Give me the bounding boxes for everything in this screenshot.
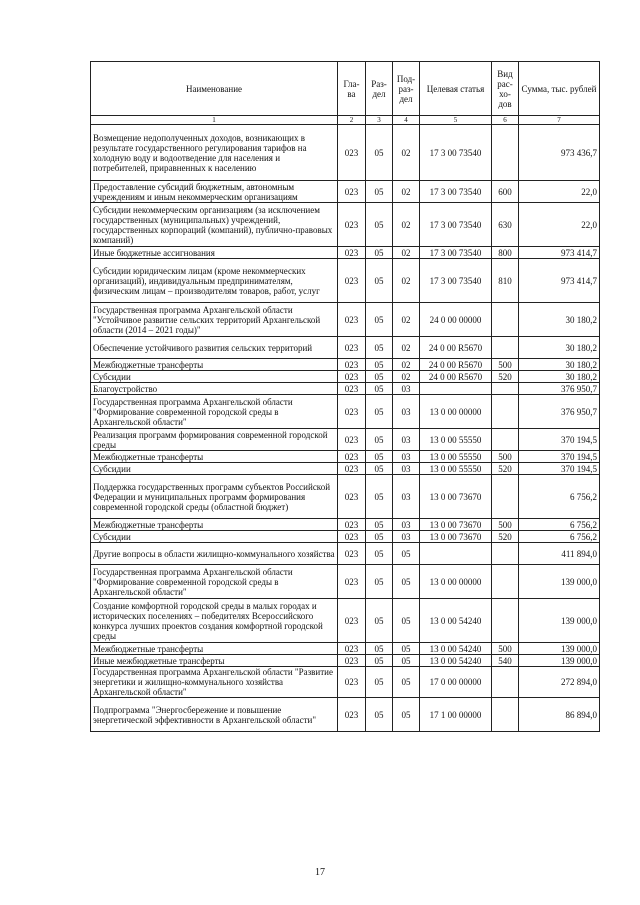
table-cell-glava: 023 [338,247,366,259]
table-cell-name: Государственная программа Архангельской области "Развитие энергетики и жилищно-коммунального хозяйства Архангельской области" [91,667,338,698]
table-cell-razdel: 05 [366,698,393,732]
table-cell-glava: 023 [338,125,366,181]
table-cell-statya: 13 0 00 00000 [420,395,492,429]
table-cell-vid: 520 [492,371,519,383]
table-cell-name: Иные бюджетные ассигнования [91,247,338,259]
column-number: 1 [91,116,338,125]
table-cell-name: Иные межбюджетные трансферты [91,655,338,667]
table-cell-statya [420,383,492,395]
table-cell-vid: 800 [492,247,519,259]
table-cell-summa: 30 180,2 [519,303,600,337]
table-cell-statya: 17 3 00 73540 [420,247,492,259]
table-cell-summa: 370 194,5 [519,429,600,451]
table-cell-podrazdel: 05 [393,543,420,565]
table-cell-vid: 500 [492,519,519,531]
table-cell-summa: 376 950,7 [519,383,600,395]
table-cell-summa: 370 194,5 [519,463,600,475]
table-row [91,181,600,203]
table-cell-statya: 17 1 00 00000 [420,698,492,732]
header-statya: Целевая статья [420,62,492,116]
budget-table [90,61,600,732]
table-cell-vid: 810 [492,259,519,303]
table-cell-podrazdel: 02 [393,359,420,371]
table-row [91,395,600,429]
table-cell-vid [492,475,519,519]
header-podrazdel: Под-раз-дел [393,62,420,116]
table-cell-name: Межбюджетные трансферты [91,451,338,463]
table-cell-vid: 630 [492,203,519,247]
table-cell-summa: 6 756,2 [519,519,600,531]
table-cell-summa: 30 180,2 [519,359,600,371]
table-cell-summa: 6 756,2 [519,531,600,543]
table-cell-glava: 023 [338,303,366,337]
table-cell-podrazdel: 02 [393,247,420,259]
table-cell-summa: 30 180,2 [519,337,600,359]
table-cell-vid: 540 [492,655,519,667]
table-cell-glava: 023 [338,359,366,371]
table-row [91,475,600,519]
table-cell-podrazdel: 05 [393,599,420,643]
table-cell-name: Межбюджетные трансферты [91,519,338,531]
table-cell-summa: 22,0 [519,181,600,203]
column-number: 7 [519,116,600,125]
table-cell-statya: 24 0 00 00000 [420,303,492,337]
table-cell-podrazdel: 02 [393,181,420,203]
table-cell-summa: 973 414,7 [519,259,600,303]
table-cell-statya: 13 0 00 55550 [420,429,492,451]
table-cell-name: Субсидии юридическим лицам (кроме некоммерческих организаций), индивидуальным предпринимателям, физическим лицам – производителям товаров, работ, услуг [91,259,338,303]
table-cell-vid: 500 [492,359,519,371]
table-row [91,203,600,247]
table-row [91,383,600,395]
table-cell-vid [492,429,519,451]
table-cell-glava: 023 [338,203,366,247]
table-cell-razdel: 05 [366,181,393,203]
table-cell-glava: 023 [338,451,366,463]
table-cell-name: Благоустройство [91,383,338,395]
table-cell-podrazdel: 02 [393,259,420,303]
table-row [91,543,600,565]
table-cell-podrazdel: 03 [393,463,420,475]
header-row [91,62,600,116]
table-cell-name: Реализация программ формирования современной городской среды [91,429,338,451]
table-row [91,463,600,475]
table-cell-razdel: 05 [366,565,393,599]
table-cell-summa: 411 894,0 [519,543,600,565]
table-cell-vid [492,337,519,359]
table-cell-razdel: 05 [366,337,393,359]
table-cell-name: Государственная программа Архангельской области "Формирование современной городской среды в Архангельской области" [91,395,338,429]
table-cell-summa: 6 756,2 [519,475,600,519]
table-row [91,451,600,463]
table-cell-razdel: 05 [366,655,393,667]
table-cell-podrazdel: 05 [393,643,420,655]
table-cell-glava: 023 [338,519,366,531]
table-cell-name: Межбюджетные трансферты [91,359,338,371]
column-number: 2 [338,116,366,125]
table-cell-summa: 370 194,5 [519,451,600,463]
table-cell-statya: 24 0 00 R5670 [420,371,492,383]
table-row [91,655,600,667]
table-cell-glava: 023 [338,565,366,599]
table-cell-summa: 973 414,7 [519,247,600,259]
table-cell-summa: 973 436,7 [519,125,600,181]
table-cell-summa: 139 000,0 [519,599,600,643]
table-cell-razdel: 05 [366,383,393,395]
column-number: 3 [366,116,393,125]
table-cell-statya: 17 3 00 73540 [420,181,492,203]
table-cell-podrazdel: 05 [393,655,420,667]
table-cell-podrazdel: 02 [393,337,420,359]
table-cell-podrazdel: 03 [393,531,420,543]
table-row [91,667,600,698]
table-cell-glava: 023 [338,698,366,732]
table-cell-podrazdel: 02 [393,303,420,337]
table-cell-podrazdel: 03 [393,451,420,463]
table-cell-glava: 023 [338,337,366,359]
table-cell-vid: 520 [492,531,519,543]
page-number: 17 [315,867,325,878]
table-cell-razdel: 05 [366,451,393,463]
table-row [91,519,600,531]
table-cell-statya: 13 0 00 73670 [420,519,492,531]
header-summa: Сумма, тыс. рублей [519,62,600,116]
table-cell-name: Создание комфортной городской среды в малых городах и исторических поселениях – победителях Всероссийского конкурса лучших проектов создания комфортной городской среды [91,599,338,643]
table-cell-razdel: 05 [366,259,393,303]
table-cell-name: Другие вопросы в области жилищно-коммунального хозяйства [91,543,338,565]
table-row [91,371,600,383]
table-cell-razdel: 05 [366,531,393,543]
table-cell-summa: 22,0 [519,203,600,247]
table-row [91,303,600,337]
table-cell-glava: 023 [338,599,366,643]
table-cell-glava: 023 [338,655,366,667]
table-cell-vid [492,383,519,395]
table-cell-razdel: 05 [366,429,393,451]
table-cell-podrazdel: 05 [393,565,420,599]
table-cell-vid [492,698,519,732]
table-cell-statya: 17 3 00 73540 [420,125,492,181]
table-cell-glava: 023 [338,667,366,698]
table-cell-statya: 13 0 00 73670 [420,531,492,543]
table-cell-razdel: 05 [366,203,393,247]
table-body [91,125,600,732]
table-cell-glava: 023 [338,531,366,543]
table-row [91,359,600,371]
table-cell-statya: 24 0 00 R5670 [420,359,492,371]
table-cell-glava: 023 [338,543,366,565]
table-row [91,125,600,181]
table-cell-summa: 139 000,0 [519,643,600,655]
table-cell-statya: 13 0 00 73670 [420,475,492,519]
table-cell-podrazdel: 02 [393,203,420,247]
table-cell-glava: 023 [338,643,366,655]
table-cell-vid [492,395,519,429]
table-cell-razdel: 05 [366,395,393,429]
header-glava: Гла-ва [338,62,366,116]
table-cell-summa: 139 000,0 [519,565,600,599]
table-cell-name: Субсидии [91,371,338,383]
table-cell-razdel: 05 [366,643,393,655]
table-cell-name: Субсидии [91,463,338,475]
table-cell-razdel: 05 [366,371,393,383]
table-cell-summa: 272 894,0 [519,667,600,698]
table-cell-podrazdel: 03 [393,429,420,451]
table-cell-vid: 520 [492,463,519,475]
table-cell-podrazdel: 03 [393,475,420,519]
table-cell-vid [492,125,519,181]
table-cell-podrazdel: 05 [393,698,420,732]
table-cell-statya: 13 0 00 54240 [420,655,492,667]
table-row [91,259,600,303]
table-row [91,429,600,451]
table-cell-name: Предоставление субсидий бюджетным, автономным учреждениям и иным некоммерческим организациям [91,181,338,203]
column-number: 6 [492,116,519,125]
table-cell-glava: 023 [338,181,366,203]
header-name: Наименование [91,62,338,116]
table-cell-statya: 13 0 00 00000 [420,565,492,599]
table-cell-razdel: 05 [366,667,393,698]
table-cell-statya: 24 0 00 R5670 [420,337,492,359]
table-cell-statya [420,543,492,565]
table-cell-vid [492,543,519,565]
table-cell-statya: 17 0 00 00000 [420,667,492,698]
table-row [91,698,600,732]
table-cell-name: Межбюджетные трансферты [91,643,338,655]
table-cell-summa: 139 000,0 [519,655,600,667]
table-row [91,643,600,655]
table-row [91,599,600,643]
table-cell-statya: 13 0 00 55550 [420,451,492,463]
table-cell-name: Государственная программа Архангельской области "Устойчивое развитие сельских территорий Архангельской области (2014 – 2021 годы)" [91,303,338,337]
table-cell-glava: 023 [338,463,366,475]
table-cell-podrazdel: 03 [393,395,420,429]
table-cell-name: Обеспечение устойчивого развития сельских территорий [91,337,338,359]
column-number: 5 [420,116,492,125]
table-cell-glava: 023 [338,259,366,303]
table-row [91,531,600,543]
header-razdel: Раз-дел [366,62,393,116]
table-cell-podrazdel: 05 [393,667,420,698]
table-row [91,247,600,259]
table-cell-razdel: 05 [366,125,393,181]
table-cell-glava: 023 [338,429,366,451]
table-cell-razdel: 05 [366,303,393,337]
table-cell-statya: 13 0 00 55550 [420,463,492,475]
table-cell-razdel: 05 [366,543,393,565]
table-cell-glava: 023 [338,371,366,383]
table-row [91,565,600,599]
table-cell-name: Государственная программа Архангельской области "Формирование современной городской среды в Архангельской области" [91,565,338,599]
table-cell-vid: 500 [492,451,519,463]
table-cell-podrazdel: 02 [393,371,420,383]
table-cell-glava: 023 [338,383,366,395]
table-cell-summa: 376 950,7 [519,395,600,429]
table-cell-razdel: 05 [366,463,393,475]
table-cell-vid [492,599,519,643]
table-cell-statya: 13 0 00 54240 [420,599,492,643]
table-cell-vid [492,565,519,599]
table-cell-podrazdel: 03 [393,383,420,395]
table-cell-name: Субсидии [91,531,338,543]
table-cell-vid [492,667,519,698]
table-cell-summa: 86 894,0 [519,698,600,732]
table-cell-name: Возмещение недополученных доходов, возникающих в результате государственного регулирования тарифов на холодную воду и водоотведение для населения и потребителей, приравненных к населению [91,125,338,181]
table-cell-razdel: 05 [366,247,393,259]
table-cell-vid: 600 [492,181,519,203]
table-cell-statya: 13 0 00 54240 [420,643,492,655]
column-number: 4 [393,116,420,125]
table-cell-statya: 17 3 00 73540 [420,259,492,303]
table-cell-glava: 023 [338,395,366,429]
table-cell-vid [492,303,519,337]
column-number-row [91,116,600,125]
table-cell-razdel: 05 [366,359,393,371]
table-cell-razdel: 05 [366,519,393,531]
table-cell-razdel: 05 [366,475,393,519]
table-cell-glava: 023 [338,475,366,519]
table-cell-name: Подпрограмма "Энергосбережение и повышение энергетической эффективности в Архангельской области" [91,698,338,732]
header-vid: Вид рас-хо-дов [492,62,519,116]
table-row [91,337,600,359]
table-cell-name: Поддержка государственных программ субъектов Российской Федерации и муниципальных программ формирования современной городской среды (областной бюджет) [91,475,338,519]
table-cell-summa: 30 180,2 [519,371,600,383]
table-cell-razdel: 05 [366,599,393,643]
table-cell-podrazdel: 02 [393,125,420,181]
table-cell-vid: 500 [492,643,519,655]
table-cell-statya: 17 3 00 73540 [420,203,492,247]
table-cell-name: Субсидии некоммерческим организациям (за исключением государственных (муниципальных) учреждений, государственных корпораций (компаний), публично-правовых компаний) [91,203,338,247]
table-cell-podrazdel: 03 [393,519,420,531]
